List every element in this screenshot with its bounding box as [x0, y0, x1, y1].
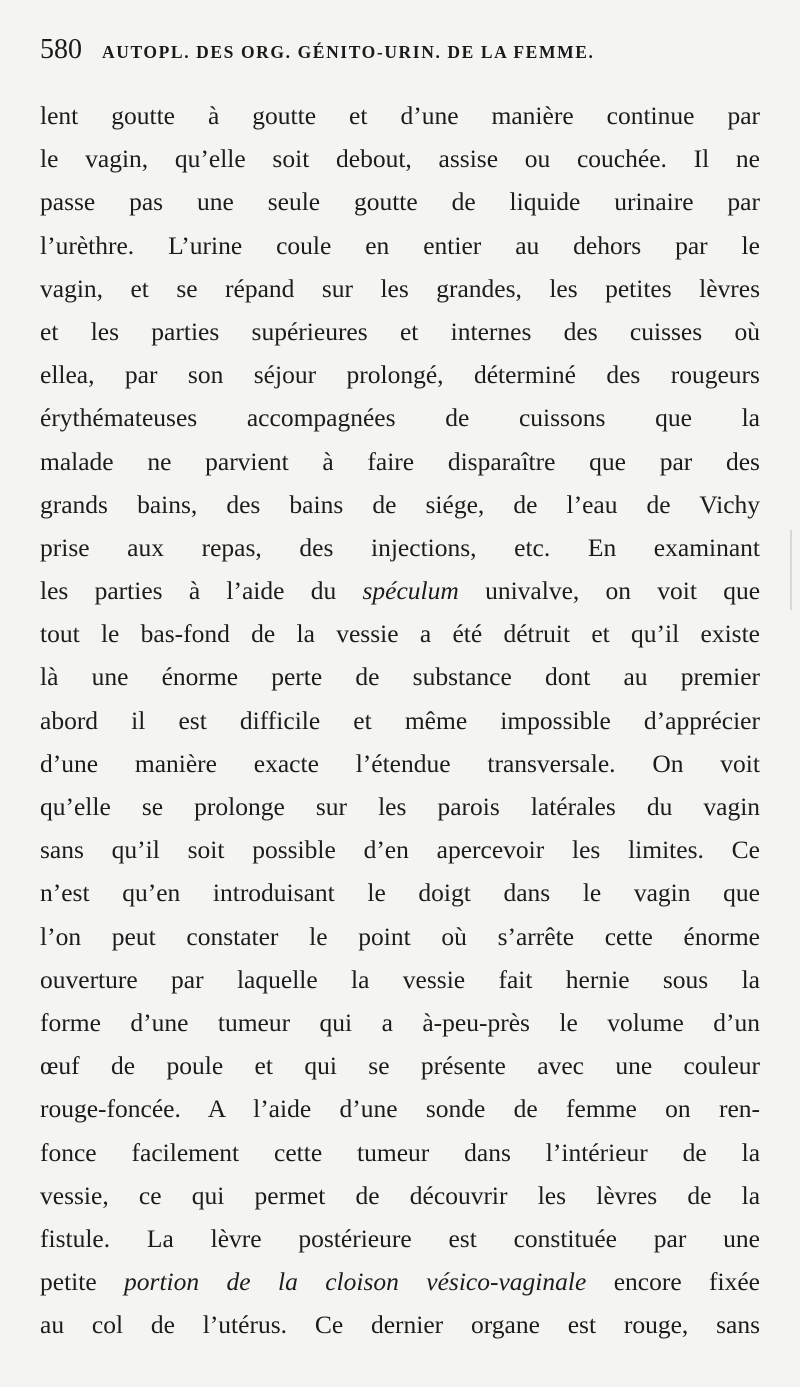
text-segment: le vagin, qu’elle soit debout, assise ou couchée. Il ne	[40, 144, 760, 174]
text-segment: œuf de poule et qui se présente avec une couleur	[40, 1051, 760, 1081]
text-segment: abord il est difficile et même impossible d’apprécier	[40, 705, 760, 735]
text-segment: lent goutte à goutte et d’une manière continue par	[40, 101, 760, 130]
text-segment: encore fixée	[586, 1267, 760, 1297]
text-segment: vagin, et se répand sur les grandes, les petites lèvres	[40, 273, 760, 303]
page-edge-shadow	[790, 530, 792, 610]
text-line	[40, 224, 760, 267]
text-line	[40, 396, 760, 439]
italic-segment: spéculum	[362, 576, 459, 606]
text-segment: fonce facilement cette tumeur dans l’intérieur de la	[40, 1137, 760, 1167]
text-line	[40, 1087, 760, 1130]
italic-segment: portion de la cloison vésico-vaginale	[124, 1267, 587, 1297]
page-number: 580	[40, 34, 82, 65]
text-segment: prise aux repas, des injections, etc. En examinant	[40, 532, 760, 562]
text-segment: univalve, on voit que	[458, 576, 760, 606]
text-segment: l’urèthre. L’urine coule en entier au dehors par le	[40, 230, 760, 260]
text-segment: et les parties supérieures et internes des cuisses où	[40, 316, 760, 346]
text-line	[40, 1044, 760, 1087]
text-line	[40, 612, 760, 655]
text-line	[40, 1131, 760, 1174]
text-segment: érythémateuses accompagnées de cuissons que la	[40, 403, 760, 433]
text-line	[40, 871, 760, 914]
text-line	[40, 137, 760, 180]
text-segment: tout le bas-fond de la vessie a été détruit et qu’il existe	[40, 619, 760, 649]
text-line	[40, 94, 760, 137]
text-line	[40, 267, 760, 310]
running-title: AUTOPL. DES ORG. GÉNITO-URIN. DE LA FEMME.	[102, 42, 595, 62]
text-line	[40, 742, 760, 785]
text-segment: n’est qu’en introduisant le doigt dans le vagin que	[40, 878, 760, 908]
text-segment: malade ne parvient à faire disparaître que par des	[40, 446, 760, 476]
text-line	[40, 1303, 760, 1346]
text-line	[40, 526, 760, 569]
text-line	[40, 1217, 760, 1260]
text-line	[40, 310, 760, 353]
text-segment: là une énorme perte de substance dont au premier	[40, 662, 760, 692]
text-segment: au col de l’utérus. Ce dernier organe est rouge, sans	[40, 1310, 760, 1340]
text-segment: petite	[40, 1267, 125, 1297]
page-header	[40, 34, 760, 82]
text-line	[40, 915, 760, 958]
text-segment: d’une manière exacte l’étendue transversale. On voit	[40, 748, 760, 778]
text-segment: ellea, par son séjour prolongé, déterminé des rougeurs	[40, 360, 760, 390]
text-line	[40, 655, 760, 698]
text-segment: grands bains, des bains de siége, de l’eau de Vichy	[40, 489, 760, 519]
text-line	[40, 828, 760, 871]
text-line	[40, 958, 760, 1001]
text-line	[40, 785, 760, 828]
text-segment: fistule. La lèvre postérieure est constituée par une	[40, 1223, 760, 1253]
body-text	[40, 94, 760, 1346]
text-line	[40, 699, 760, 742]
text-segment: passe pas une seule goutte de liquide urinaire par	[40, 187, 760, 217]
text-segment: les parties à l’aide du	[40, 576, 363, 606]
text-segment: qu’elle se prolonge sur les parois latérales du vagin	[40, 792, 760, 821]
text-line	[40, 483, 760, 526]
text-segment: sans qu’il soit possible d’en apercevoir les limites. Ce	[40, 835, 760, 865]
text-line	[40, 353, 760, 396]
text-line	[40, 1001, 760, 1044]
text-segment: ouverture par laquelle la vessie fait hernie sous la	[40, 964, 760, 994]
text-line	[40, 440, 760, 483]
text-line	[40, 1174, 760, 1217]
text-segment: vessie, ce qui permet de découvrir les lèvres de la	[40, 1180, 760, 1210]
text-segment: l’on peut constater le point où s’arrête cette énorme	[40, 921, 760, 951]
text-segment: forme d’une tumeur qui a à-peu-près le volume d’un	[40, 1007, 760, 1037]
text-line	[40, 1260, 760, 1303]
text-line	[40, 569, 760, 612]
text-segment: rouge-foncée. A l’aide d’une sonde de femme on ren-	[40, 1094, 760, 1124]
text-line	[40, 180, 760, 223]
